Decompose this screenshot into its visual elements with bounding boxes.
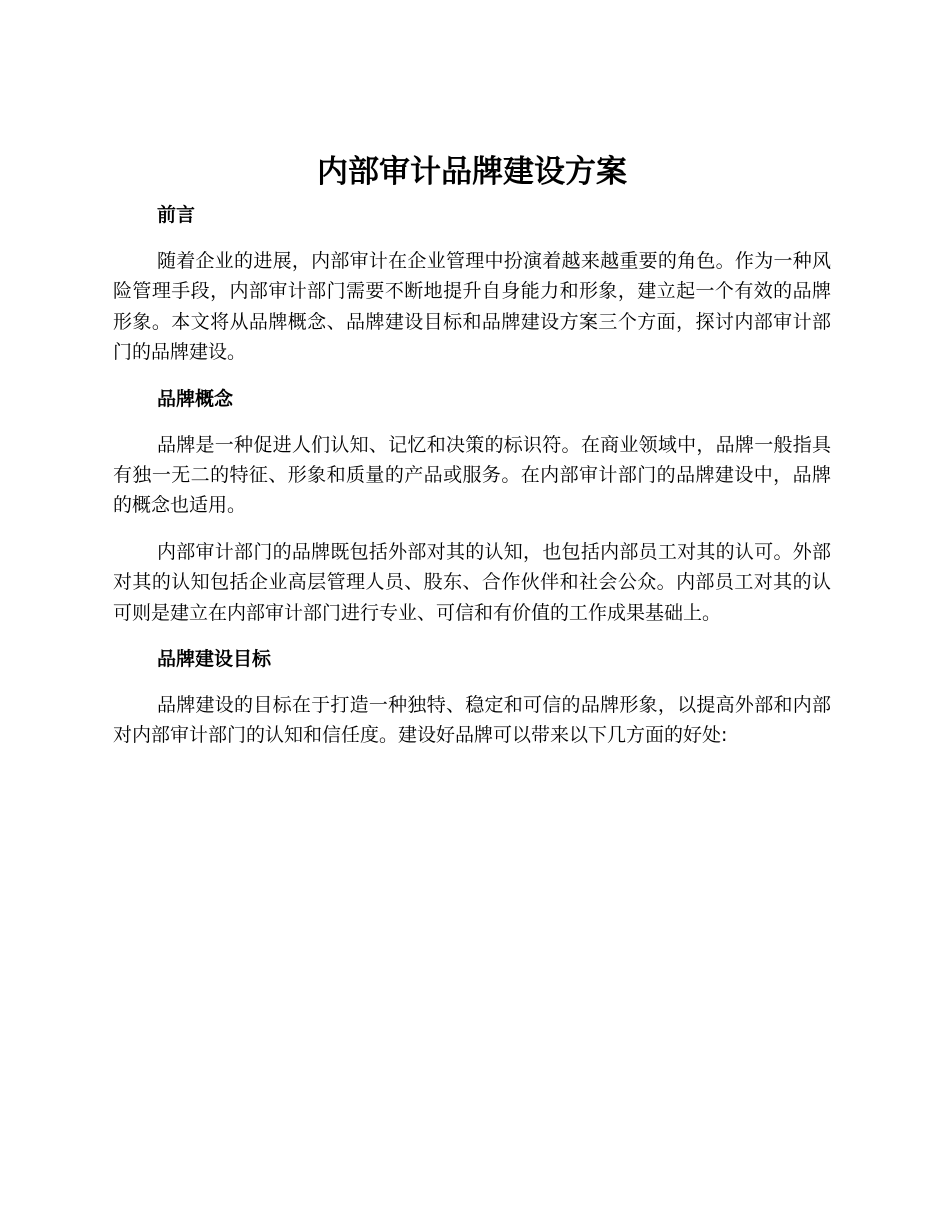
section-heading-brand-concept: 品牌概念: [157, 387, 234, 410]
paragraph-preface: 随着企业的进展，内部审计在企业管理中扮演着越来越重要的角色。作为一种风险管理手段，内部审计部门需要不断地提升自身能力和形象，建立起一个有效的品牌形象。本文将从品牌概念、品牌建设目标和品牌建设方案三个方面，探讨内部审计部门的品牌建设。: [113, 250, 831, 364]
paragraph-brand-goals: 品牌建设的目标在于打造一种独特、稳定和可信的品牌形象，以提高外部和内部对内部审计部门的认知和信任度。建设好品牌可以带来以下几方面的好处:: [113, 694, 831, 747]
section-heading-preface: 前言: [157, 204, 196, 226]
section-heading-brand-goals: 品牌建设目标: [157, 648, 272, 671]
paragraph-brand-concept-2: 内部审计部门的品牌既包括外部对其的认知，也包括内部员工对其的认可。外部对其的认知包括企业高层管理人员、股东、合作伙伴和社会公众。内部员工对其的认可则是建立在内部审计部门进行专业、可信和有价值的工作成果基础上。: [113, 540, 831, 624]
paragraph-brand-concept-1: 品牌是一种促进人们认知、记忆和决策的标识符。在商业领域中，品牌一般指具有独一无二的特征、形象和质量的产品或服务。在内部审计部门的品牌建设中，品牌的概念也适用。: [113, 433, 831, 517]
document-page: [113, 150, 831, 767]
document-title: 内部审计品牌建设方案: [317, 154, 627, 190]
